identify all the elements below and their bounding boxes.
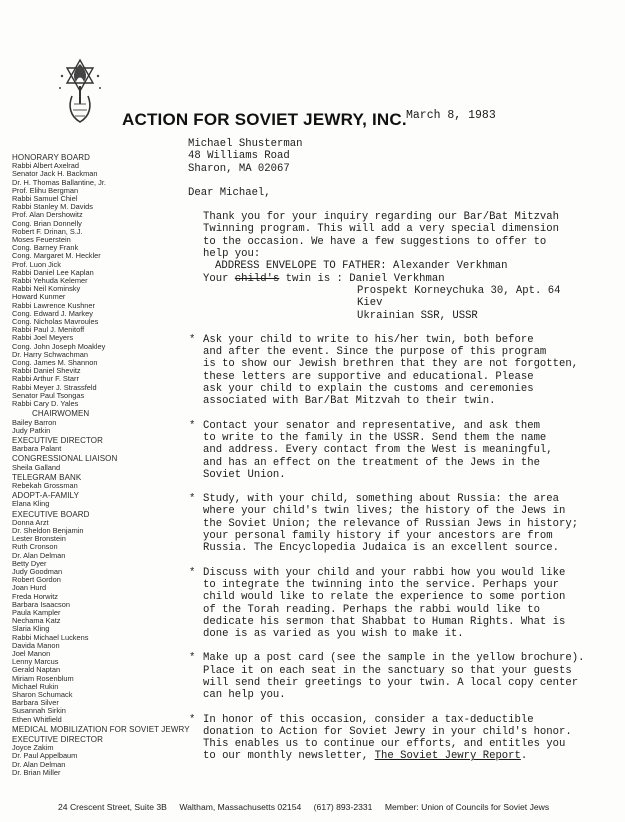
sidebar-member: Rabbi Daniel Shevitz [12,366,81,376]
suggestion-line: Ask your child to write to his/her twin, both before [203,333,534,346]
sidebar-section-title: TELEGRAM BANK [12,472,82,482]
letterhead-footer [58,802,559,812]
newsletter-title: The Soviet Jewry Report [374,750,521,763]
sidebar-section [12,455,162,471]
suggestion-line: In honor of this occasion, consider a tax-deductible [203,713,534,726]
twin-address-first-line [203,273,608,285]
sidebar-member: Dr. Sheldon Benjamin [12,525,84,535]
recipient-city: Sharon, MA 02067 [188,162,290,175]
sidebar-member: Joan Hurd [12,583,47,593]
sidebar-member: Judy Patkin [12,425,51,435]
suggestion-line: the Soviet Union; the relevance of Russian Jews in history; [203,517,579,530]
suggestion-line: is to show our Jewish brethren that they are not forgotten, [203,358,579,371]
sidebar-member: Barbara Palant [12,444,62,454]
sidebar-member: Davida Manon [12,640,60,650]
sidebar-member: Sheila Galland [12,462,61,472]
footer-city: Waltham, Massachusetts 02154 [179,802,302,812]
sidebar-member: Donna Arzt [12,517,49,527]
suggestion-line: Russia. The Encyclopedia Judaica is an excellent source. [203,542,560,555]
sidebar-section-title: HONORARY BOARD [12,153,91,162]
bullet-mark: * [189,566,196,579]
bullet-mark: * [189,652,196,665]
sidebar-member: Gerald Naptan [12,665,61,675]
sidebar-section [12,474,162,490]
suggestion-line: donation to Action for Soviet Jewry in your child's honor. [203,725,572,738]
sidebar-member: Rabbi Daniel Lee Kaplan [12,267,94,277]
sidebar-member: Freda Horwitz [12,591,58,601]
donation-suggestion [188,714,608,763]
sidebar-member: Judy Goodman [12,566,63,576]
sidebar-section [12,724,190,734]
suggestion-item [188,567,608,641]
suggestion-line: Study, with your child, something about Russia: the area [203,493,560,506]
envelope-instruction: ADDRESS ENVELOPE TO FATHER: Alexander Verkhman [215,260,508,273]
suggestion-item [188,334,608,408]
recipient-street: 48 Williams Road [188,150,290,163]
sidebar-member: Senator Paul Tsongas [12,390,85,400]
sidebar-member: Rabbi Michael Luckens [12,632,89,642]
sidebar-member: Rabbi Meyer J. Strassfeld [12,382,97,392]
suggestion-list [188,334,608,702]
sidebar-member: Dr. Alan Delman [12,759,66,769]
sidebar-member: Ruth Cronson [12,542,58,552]
recipient-name: Michael Shusterman [188,138,303,150]
sidebar-member: Susannah Sirkin [12,706,66,716]
sidebar-member: Rebekah Grossman [12,480,78,490]
sidebar-member: Cong. Margaret M. Heckler [12,251,101,261]
sidebar-member: Howard Kunmer [12,292,66,302]
sidebar-member: Rabbi Stanley M. Davids [12,202,93,212]
sidebar-member: Dr. Brian Miller [12,767,61,777]
sidebar-member: Joel Manon [12,648,51,658]
intro-line: to the occasion. We have a few suggestions to offer to [203,235,547,248]
suggestion-line: child would like to relate the experience to some portion [203,591,566,604]
bullet-mark: * [189,333,196,346]
sidebar-member: Sharon Schumack [12,690,73,699]
suggestion-line: to write to the family in the USSR. Send them the name [203,431,547,444]
twin-label: Your child's twin is : [203,272,343,285]
recipient-address [188,138,608,175]
star-of-david-emblem-icon [52,56,108,128]
sidebar-section-title: CHAIRWOMEN [32,409,90,419]
sidebar-member: Dr. H. Thomas Ballantine, Jr. [12,177,106,187]
bullet-mark: * [189,419,196,432]
sidebar-member: Nechama Katz [12,616,61,626]
sidebar-member: Rabbi Samuel Chiel [12,194,78,204]
sidebar-member: Joyce Zakim [12,743,54,753]
suggestion-line: Place it on each seat in the sanctuary so that your guests [203,664,572,677]
board-members-sidebar [12,153,190,777]
sidebar-section-title: EXECUTIVE DIRECTOR [12,435,103,445]
suggestion-line: Soviet Union. [203,468,286,481]
sidebar-member: Barbara Silver [12,698,59,708]
suggestion-item [188,493,608,554]
suggestion-line: and after the event. Since the purpose of this program [203,346,547,359]
struck-word: child's [234,272,280,285]
sidebar-member: Rabbi Albert Axelrad [12,161,79,171]
sidebar-section-title: EXECUTIVE DIRECTOR [12,735,103,745]
salutation: Dear Michael, [188,186,271,199]
sidebar-section [12,437,162,453]
sidebar-member: Dr. Harry Schwachman [12,349,88,359]
sidebar-member: Rabbi Joel Meyers [12,333,74,343]
sidebar-member: Cong. Brian Donnelly [12,218,82,228]
sidebar-section-title: EXECUTIVE BOARD [12,509,90,519]
sidebar-member: Rabbi Paul J. Menitoff [12,325,85,335]
footer-address: 24 Crescent Street, Suite 3B [58,802,167,812]
suggestion-line: Contact your senator and representative, and ask them [203,419,540,432]
suggestion-line: to our monthly newsletter, The Soviet Jewry Report. [203,750,528,763]
suggestion-line: associated with Bar/Bat Mitzvah to their twin. [203,395,496,408]
suggestion-line: This enables us to continue our efforts, and entitles you [203,738,566,751]
suggestion-line: ask your child to explain the customs and ceremonies [203,383,534,396]
sidebar-member: Cong. Edward J. Markey [12,308,93,318]
twin-country: Ukrainian SSR, USSR [357,309,478,322]
sidebar-member: Moses Feuerstein [12,235,71,245]
sidebar-member: Lester Bronstein [12,534,66,544]
sidebar-member: Paula Kampler [12,607,61,617]
suggestion-line: done is as varied as you wish to make it. [203,628,464,641]
intro-paragraph [188,211,608,260]
sidebar-member: Barbara Isaacson [12,599,70,609]
letter-body [188,138,608,763]
sidebar-member: Betty Dyer [12,558,47,568]
suggestion-line: Discuss with your child and your rabbi how you would like [203,566,566,579]
suggestion-line: of the Torah reading. Perhaps the rabbi would like to [203,603,540,616]
letter-date: March 8, 1983 [406,109,496,122]
sidebar-member: Elana Kling [12,499,50,509]
suggestion-item [188,420,608,481]
sidebar-member: Cong. James M. Shannon [12,358,98,368]
sidebar-member: Senator Jack H. Backman [12,169,98,179]
sidebar-section [12,736,162,752]
sidebar-member: Prof. Elihu Bergman [12,185,79,195]
intro-line: help you: [203,248,261,261]
sidebar-section [12,154,162,408]
sidebar-member: Bailey Barron [12,417,57,427]
sidebar-member: Cong. Barney Frank [12,243,79,253]
suggestion-line: Make up a post card (see the sample in the yellow brochure). [203,652,585,665]
suggestion-line: and address. Every contact from the West is meaningful, [203,444,553,457]
sidebar-member: Robert F. Drinan, S.J. [12,226,83,236]
sidebar-section-title: CONGRESSIONAL LIAISON [12,454,118,464]
suggestion-line: to integrate the twinning into the service. Perhaps your [203,578,560,591]
sidebar-member: Rabbi Cary D. Yales [12,399,79,409]
suggestion-item [188,652,608,701]
sidebar-section [12,752,162,777]
intro-line: Thank you for your inquiry regarding our Bar/Bat Mitzvah [203,211,560,224]
bullet-mark: * [189,713,196,726]
sidebar-section-title: ADOPT-A-FAMILY [12,491,80,501]
sidebar-member: Cong. Nicholas Mavroules [12,317,99,327]
sidebar-member: Ethen Whitfield [12,714,62,724]
sidebar-member: Dr. Paul Appelbaum [12,751,78,761]
sidebar-member: Rabbi Lawrence Kushner [12,300,95,310]
sidebar-section [12,492,162,508]
sidebar-member: Rabbi Yehuda Kelemer [12,276,88,286]
sidebar-section [12,410,162,435]
sidebar-member: Miriam Rosenblum [12,673,74,683]
footer-member: Member: Union of Councils for Soviet Jews [384,802,550,812]
suggestion-line: and has an effect on the treatment of the Jews in the [203,456,540,469]
sidebar-member: Michael Rukin [12,681,59,691]
sidebar-member: Prof. Luon Jick [12,259,61,269]
twin-name: Daniel Verkhman [349,272,445,285]
twin-street: Prospekt Korneychuka 30, Apt. 64 [357,284,561,297]
sidebar-member: Rabbi Neil Kominsky [12,284,81,294]
sidebar-member: Prof. Alan Dershowitz [12,210,83,220]
suggestion-line: can help you. [203,689,286,702]
twin-city: Kiev [357,297,383,310]
sidebar-member: Rabbi Arthur F. Starr [12,374,79,384]
suggestion-line: your personal family history if your ancestors are from [203,530,553,543]
bullet-mark: * [189,493,196,506]
sidebar-member: Cong. John Joseph Moakley [12,341,106,351]
sidebar-member: Slaria Kling [12,624,50,634]
suggestion-line: will send their greetings to your twin. A local copy center [203,676,579,689]
intro-line: Twinning program. This will add a very special dimension [203,223,560,236]
sidebar-member: Robert Gordon [12,575,61,585]
twin-address-block [188,273,608,322]
footer-phone: (617) 893-2331 [313,802,373,812]
organization-name: ACTION FOR SOVIET JEWRY, INC. [122,110,407,129]
sidebar-section-title: MEDICAL MOBILIZATION FOR SOVIET JEWRY [12,724,190,734]
suggestion-line: these letters are supportive and educational. Please [203,370,534,383]
suggestion-line: dedicate his sermon that Shabbat to Human Rights. What is [203,615,566,628]
sidebar-section [12,511,162,724]
sidebar-member: Lenny Marcus [12,657,59,667]
sidebar-member: Dr. Alan Delman [12,550,66,560]
suggestion-line: where your child's twin lives; the history of the Jews in [203,505,566,518]
